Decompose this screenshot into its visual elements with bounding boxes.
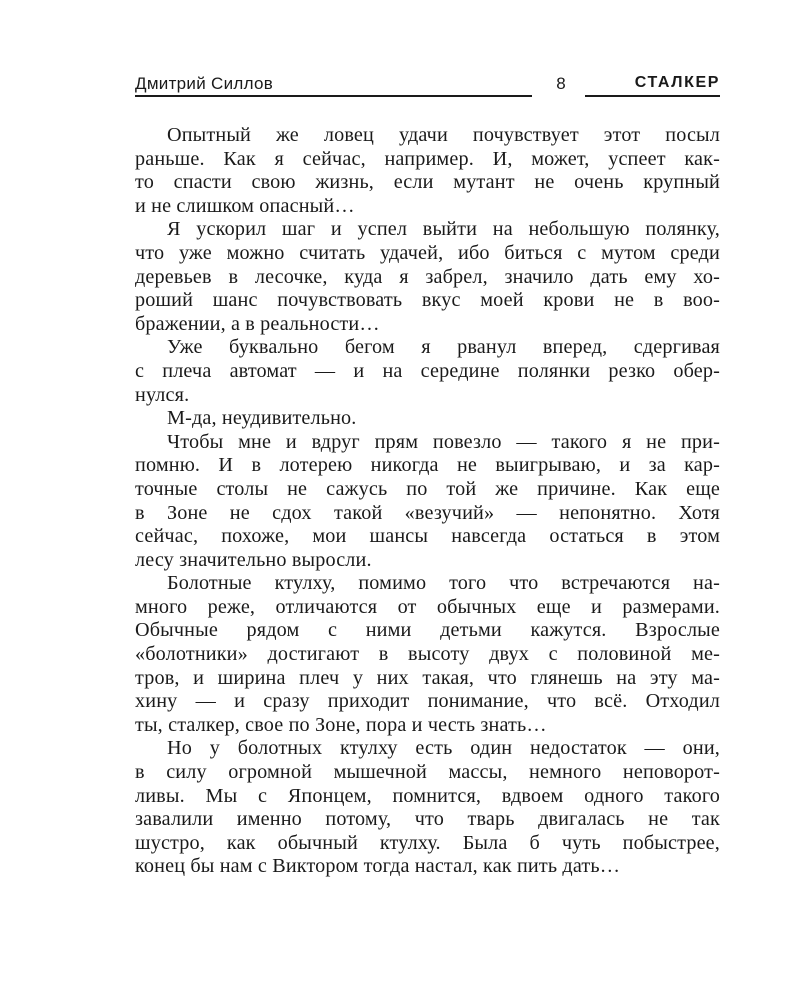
- text-line: то спасти свою жизнь, если мутант не очень крупный: [135, 171, 720, 194]
- running-header: [135, 74, 720, 96]
- text-line: шустро, как обычный ктулху. Была б чуть побыстрее,: [135, 831, 720, 854]
- text-line: в Зоне не сдох такой «везучий» — непонятно. Хотя: [135, 501, 720, 524]
- body-text: [135, 124, 720, 879]
- paragraph: [135, 572, 720, 737]
- text-line: «болотники» достигают в высоту двух с половиной ме-: [135, 643, 720, 666]
- text-line: Болотные ктулху, помимо того что встречаются на-: [167, 572, 720, 595]
- text-line: хину — и сразу приходит понимание, что всё. Отходил: [135, 690, 720, 713]
- page-number: 8: [556, 74, 566, 93]
- text-line: Уже буквально бегом я рванул вперед, сдергивая: [167, 336, 720, 359]
- paragraph: [135, 336, 720, 407]
- text-line: Я ускорил шаг и успел выйти на небольшую полянку,: [167, 218, 720, 241]
- text-line: бражении, а в реальности…: [135, 312, 380, 335]
- header-series-title: СТАЛКЕР: [634, 74, 720, 91]
- text-line: с плеча автомат — и на середине полянки резко обер-: [135, 359, 720, 382]
- text-line: М-да, неудивительно.: [167, 407, 357, 430]
- text-line: деревьев в лесочке, куда я забрел, значило дать ему хо-: [135, 265, 720, 288]
- header-author: Дмитрий Силлов: [135, 74, 274, 93]
- text-line: и не слишком опасный…: [135, 194, 355, 217]
- text-line: сейчас, похоже, мои шансы навсегда остаться в этом: [135, 525, 720, 548]
- paragraph: [135, 737, 720, 879]
- paragraph: [135, 431, 720, 573]
- paragraph: [135, 124, 720, 218]
- text-line: завалили именно потому, что тварь двигалась не так: [135, 808, 720, 831]
- text-line: Чтобы мне и вдруг прям повезло — такого я не при-: [167, 430, 720, 453]
- paragraph: [135, 407, 720, 431]
- text-line: роший шанс почувствовать вкус моей крови не в воо-: [135, 289, 720, 312]
- header-rule-left: [135, 95, 532, 97]
- header-rule-right: [585, 95, 720, 97]
- text-line: тров, и ширина плеч у них такая, что глянешь на эту ма-: [135, 666, 720, 689]
- text-line: помню. И в лотерею никогда не выигрываю, и за кар-: [135, 454, 720, 477]
- text-line: в силу огромной мышечной массы, немного неповорот-: [135, 761, 720, 784]
- text-line: много реже, отличаются от обычных еще и размерами.: [135, 595, 720, 618]
- text-line: точные столы не сажусь по той же причине. Как еще: [135, 477, 720, 500]
- text-line: ливы. Мы с Японцем, помнится, вдвоем одного такого: [135, 784, 720, 807]
- text-line: раньше. Как я сейчас, например. И, может, успеет как-: [135, 147, 720, 170]
- text-line: ты, сталкер, свое по Зоне, пора и честь знать…: [135, 713, 547, 736]
- text-line: Опытный же ловец удачи почувствует этот посыл: [167, 124, 720, 146]
- text-line: нулся.: [135, 383, 190, 406]
- text-line: Но у болотных ктулху есть один недостаток — они,: [167, 737, 720, 760]
- text-line: конец бы нам с Виктором тогда настал, как пить дать…: [135, 855, 621, 878]
- text-line: Обычные рядом с ними детьми кажутся. Взрослые: [135, 619, 720, 642]
- text-line: лесу значительно выросли.: [135, 548, 372, 571]
- text-line: что уже можно считать удачей, ибо биться с мутом среди: [135, 241, 720, 264]
- paragraph: [135, 218, 720, 336]
